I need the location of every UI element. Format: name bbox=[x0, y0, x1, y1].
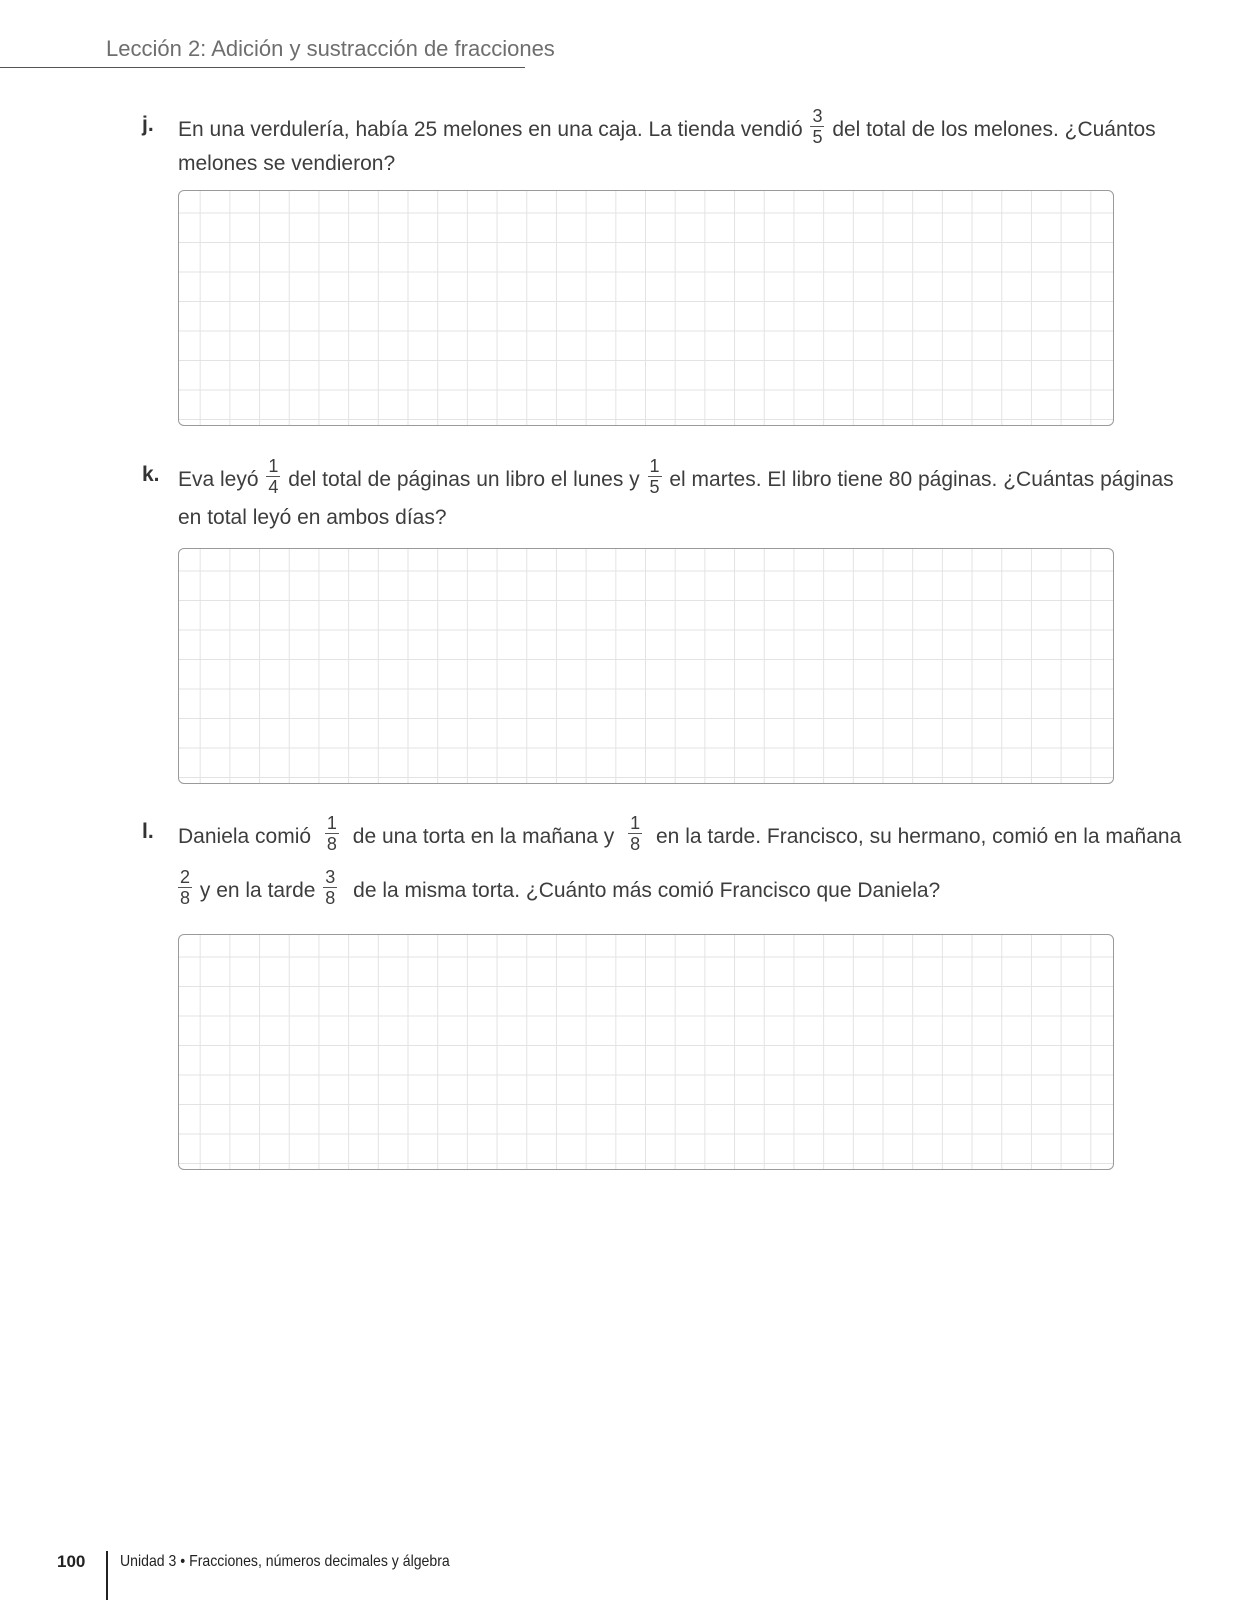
header-rule bbox=[0, 67, 525, 68]
fraction bbox=[323, 867, 337, 908]
denominator: 8 bbox=[326, 833, 337, 854]
numerator: 1 bbox=[326, 812, 337, 833]
fraction bbox=[628, 813, 642, 854]
numerator: 1 bbox=[268, 455, 279, 476]
problem-line bbox=[178, 105, 1156, 147]
fraction bbox=[266, 456, 280, 497]
text-segment: de la misma torta. ¿Cuánto más comió Francisco que Daniela? bbox=[353, 879, 941, 902]
problem-text bbox=[178, 105, 1156, 181]
text-segment: melones se vendieron? bbox=[178, 152, 396, 175]
fraction bbox=[325, 813, 339, 854]
problem-line bbox=[178, 866, 1117, 908]
numerator: 1 bbox=[649, 455, 660, 476]
denominator: 5 bbox=[649, 476, 660, 497]
unit-title: Unidad 3 • Fracciones, números decimales y álgebra bbox=[120, 1553, 450, 1570]
problem-letter: j. bbox=[142, 113, 154, 136]
text-segment: y en la tarde bbox=[199, 879, 316, 902]
numerator: 2 bbox=[180, 866, 191, 887]
problem-text bbox=[178, 812, 1182, 908]
text-segment: de una torta en la mañana y bbox=[352, 825, 615, 848]
answer-grid-k[interactable] bbox=[178, 548, 1114, 784]
problem-l bbox=[142, 812, 1182, 908]
text-segment: En una verdulería, había 25 melones en una caja. La tienda vendió bbox=[178, 118, 803, 141]
problem-line bbox=[178, 812, 1182, 854]
numerator: 1 bbox=[630, 812, 641, 833]
numerator: 3 bbox=[812, 105, 823, 126]
problem-line bbox=[178, 147, 1117, 181]
text-segment: del total de los melones. ¿Cuántos bbox=[832, 118, 1156, 141]
text-segment: Daniela comió bbox=[178, 825, 312, 848]
text-segment: el martes. El libro tiene 80 páginas. ¿Cuántas páginas bbox=[669, 468, 1174, 491]
problem-letter: k. bbox=[142, 463, 160, 486]
problem-line bbox=[178, 501, 1117, 535]
fraction bbox=[178, 867, 192, 908]
text-segment: en la tarde. Francisco, su hermano, comió en la mañana bbox=[656, 825, 1182, 848]
denominator: 4 bbox=[268, 476, 279, 497]
problem-text bbox=[178, 455, 1174, 535]
footer-divider bbox=[106, 1551, 108, 1600]
answer-grid-j[interactable] bbox=[178, 190, 1114, 426]
problem-j bbox=[142, 105, 1156, 181]
denominator: 5 bbox=[812, 126, 823, 147]
denominator: 8 bbox=[180, 887, 191, 908]
problem-k bbox=[142, 455, 1174, 535]
problem-letter: l. bbox=[142, 820, 154, 843]
page-number: 100 bbox=[57, 1552, 86, 1571]
numerator: 3 bbox=[325, 866, 336, 887]
fraction bbox=[648, 456, 662, 497]
fraction bbox=[810, 106, 824, 147]
denominator: 8 bbox=[325, 887, 336, 908]
lesson-title: Lección 2: Adición y sustracción de fracciones bbox=[106, 36, 555, 61]
problem-line bbox=[178, 455, 1174, 497]
answer-grid-l[interactable] bbox=[178, 934, 1114, 1170]
text-segment: del total de páginas un libro el lunes y bbox=[288, 468, 640, 491]
denominator: 8 bbox=[630, 833, 641, 854]
text-segment: en total leyó en ambos días? bbox=[178, 506, 447, 529]
text-segment: Eva leyó bbox=[178, 468, 259, 491]
